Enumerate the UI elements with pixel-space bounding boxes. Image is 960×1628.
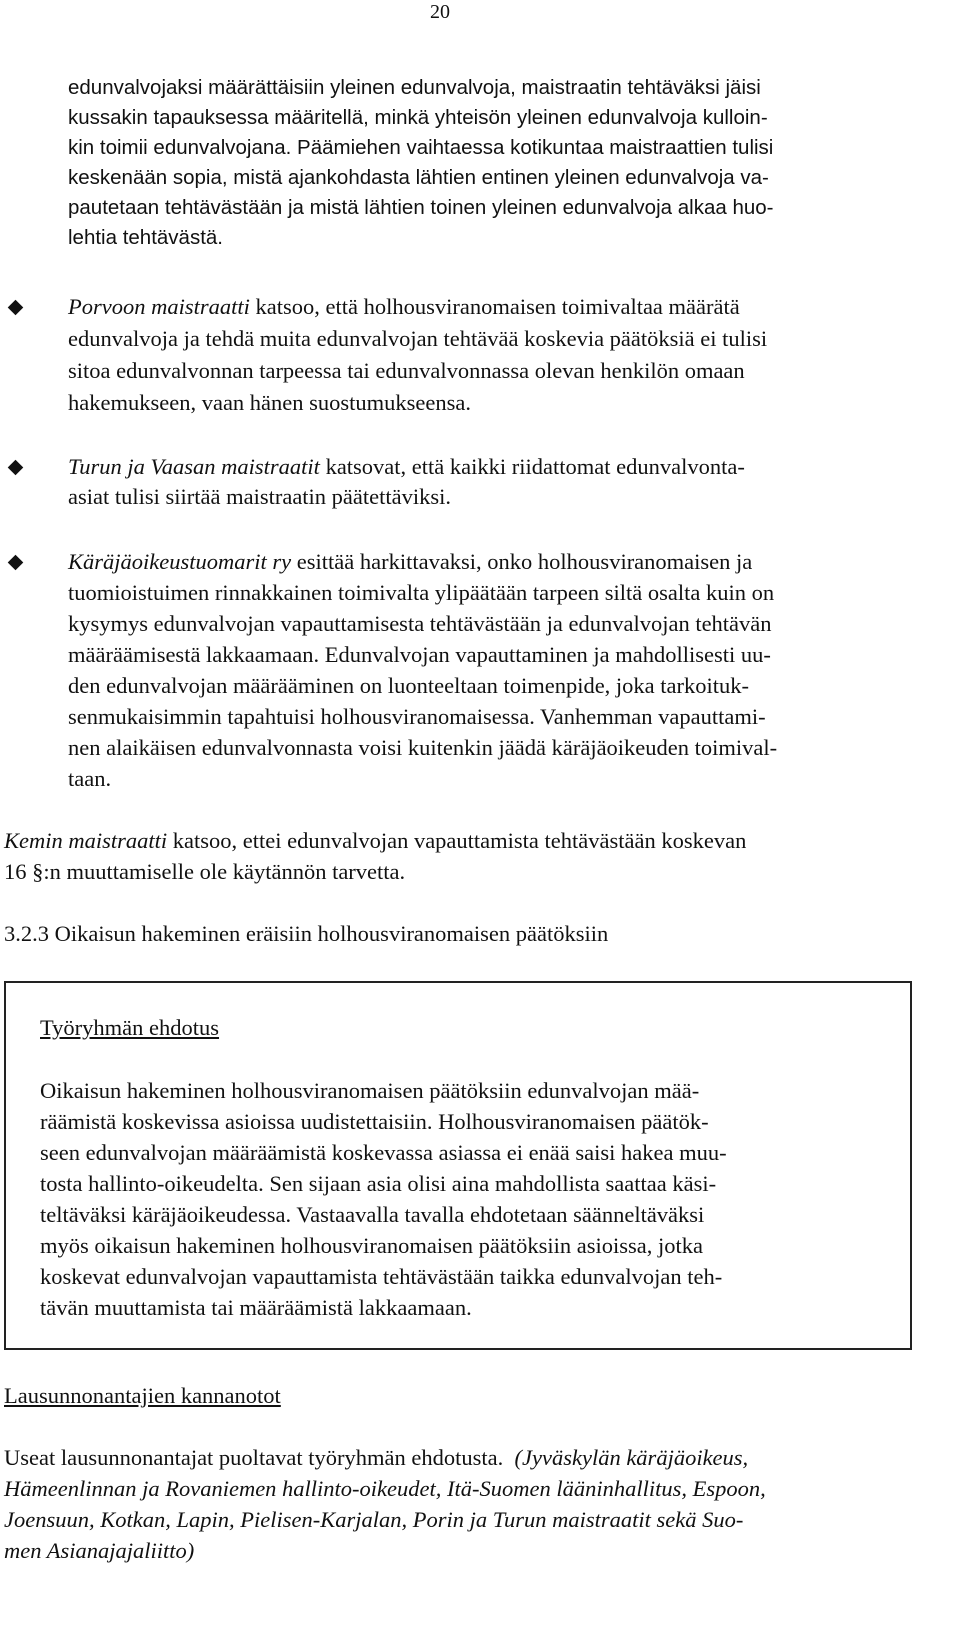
bullet-line: hakemukseen, vaan hänen suostumukseensa. [68,390,472,415]
statements-line [4,1443,748,1473]
kemi-paragraph-line: 16 §:n muuttamiselle ole käytännön tarvetta. [4,859,406,884]
bullet-line: sitoa edunvalvonnan tarpeessa tai edunvalvonnassa olevan henkilön omaan [68,358,745,383]
proposal-line: räämistä koskevissa asioissa uudistettaisiin. Holhousviranomaisen päätök- [40,1109,709,1134]
diamond-bullet-icon [8,300,24,316]
statements-sources-line: Hämeenlinnan ja Rovaniemen hallinto-oikeudet, Itä-Suomen lääninhallitus, Espoon, [4,1476,766,1501]
intro-line: edunvalvojaksi määrättäisiin yleinen edunvalvoja, maistraatin tehtäväksi jäisi [68,76,761,99]
statements-text: Useat lausunnonantajat puoltavat työryhmän ehdotusta. [4,1445,504,1470]
statements-heading: Lausunnonantajien kannanotot [4,1383,281,1408]
bullet-line: määräämisestä lakkaamaan. Edunvalvojan vapauttaminen ja mahdollisesti uu- [68,642,771,667]
diamond-bullet-icon [8,555,24,571]
proposal-line: teltäväksi käräjäoikeudessa. Vastaavalla tavalla ehdotetaan säänneltäväksi [40,1202,705,1227]
kemi-paragraph-line [4,826,746,856]
proposal-line: Oikaisun hakeminen holhousviranomaisen päätöksiin edunvalvojan mää- [40,1078,700,1103]
proposal-line: tosta hallinto-oikeudelta. Sen sijaan asia olisi aina mahdollista saattaa käsi- [40,1171,717,1196]
proposal-line: seen edunvalvojan määräämistä koskevassa asiassa ei enää saisi hakea muu- [40,1140,727,1165]
proposal-heading: Työryhmän ehdotus [40,1015,220,1040]
bullet-first-line [68,452,745,482]
bullet-line: kysymys edunvalvojan vapauttamisesta tehtävästään ja edunvalvojan tehtävän [68,611,772,636]
intro-line: pautetaan tehtävästään ja mistä lähtien toinen yleinen edunvalvoja alkaa huo- [68,196,774,219]
intro-line: keskenään sopia, mistä ajankohdasta lähtien entinen yleinen edunvalvoja va- [68,166,769,189]
bullet-subject: Käräjäoikeustuomarit ry [68,549,292,574]
bullet-first-line [68,292,740,322]
bullet-text: katsoo, että holhousviranomaisen toimivaltaa määrätä [249,294,740,319]
diamond-bullet-icon [8,460,24,476]
proposal-line: tävän muuttamista tai määräämistä lakkaamaan. [40,1295,472,1320]
statements-sources-line: men Asianajajaliitto) [4,1538,195,1563]
bullet-line: taan. [68,766,112,791]
statements-sources: (Jyväskylän käräjäoikeus, [514,1445,749,1470]
statements-sources-line: Joensuun, Kotkan, Lapin, Pielisen-Karjalan, Porin ja Turun maistraatit sekä Suo- [4,1507,744,1532]
bullet-line: tuomioistuimen rinnakkainen toimivalta ylipäätään tarpeen siltä osalta kuin on [68,580,775,605]
bullet-first-line [68,547,752,577]
bullet-text: katsovat, että kaikki riidattomat edunvalvonta- [319,454,745,479]
bullet-text: esittää harkittavaksi, onko holhousviranomaisen ja [291,549,753,574]
kemi-text: katsoo, ettei edunvalvojan vapauttamista tehtävästään koskevan [167,828,747,853]
bullet-line: den edunvalvojan määrääminen on luonteeltaan toimenpide, joka tarkoituk- [68,673,750,698]
bullet-line: asiat tulisi siirtää maistraatin päätettäviksi. [68,484,452,509]
proposal-line: koskevat edunvalvojan vapauttamista tehtävästään taikka edunvalvojan teh- [40,1264,723,1289]
kemi-subject: Kemin maistraatti [4,828,168,853]
page-number: 20 [430,1,450,23]
bullet-subject: Porvoon maistraatti [68,294,250,319]
bullet-line: nen alaikäisen edunvalvonnasta voisi kuitenkin jäädä käräjäoikeuden toimival- [68,735,778,760]
section-heading: 3.2.3 Oikaisun hakeminen eräisiin holhousviranomaisen päätöksiin [4,921,609,946]
bullet-line: senmukaisimmin tapahtuisi holhousviranomaisessa. Vanhemman vapauttami- [68,704,766,729]
bullet-subject: Turun ja Vaasan maistraatit [68,454,320,479]
bullet-line: edunvalvoja ja tehdä muita edunvalvojan tehtävää koskevia päätöksiä ei tulisi [68,326,768,351]
intro-line: kussakin tapauksessa määritellä, minkä yhteisön yleinen edunvalvoja kulloin- [68,106,768,129]
intro-line: kin toimii edunvalvojana. Päämiehen vaihtaessa kotikuntaa maistraattien tulisi [68,136,774,159]
intro-line: lehtia tehtävästä. [68,226,223,249]
proposal-line: myös oikaisun hakeminen holhousviranomaisen päätöksiin asioissa, jotka [40,1233,704,1258]
